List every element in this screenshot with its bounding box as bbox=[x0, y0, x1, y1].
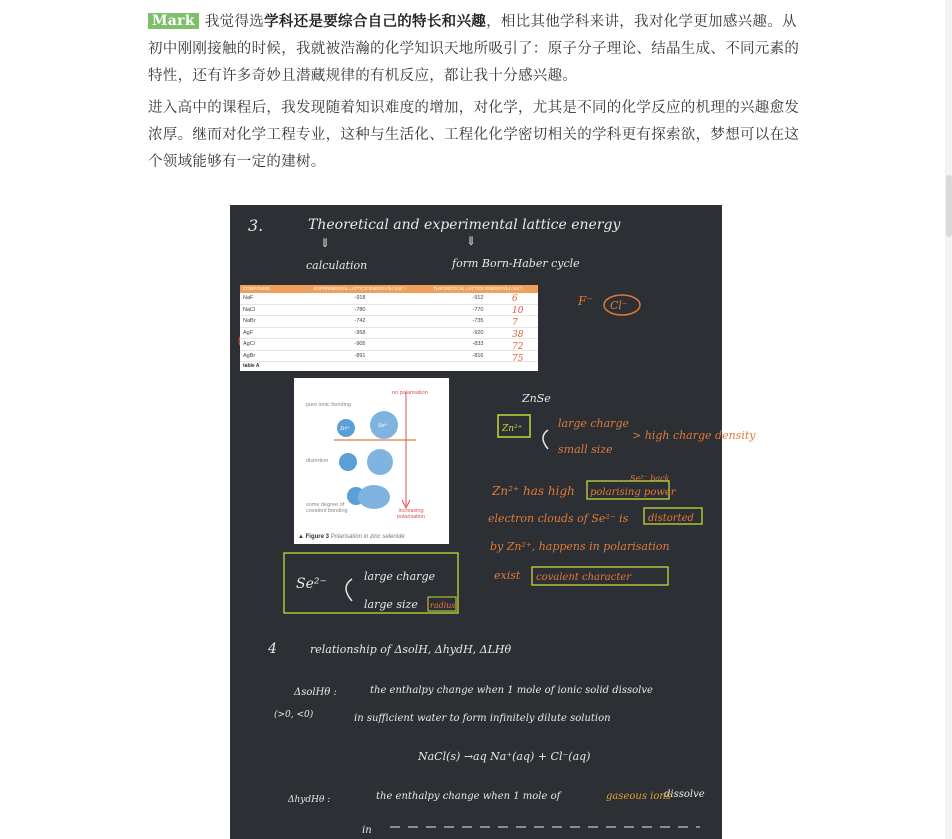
zn-has-high: Zn²⁺ has high bbox=[492, 484, 575, 498]
p1-text-b: ，相比其他学科来讲，我对化学更加感兴趣。从初中刚刚接触的时候，我就被浩瀚的化学知识天地所吸引了：原子分子理论、结晶生成、不同元素的特性，还有许多奇妙且潜藏规律的有机反应，都让我十分感兴趣。 bbox=[148, 14, 800, 84]
dsolh-sign: (>0, <0) bbox=[274, 710, 314, 720]
exist-label: exist bbox=[494, 569, 521, 582]
table-row: AgCl -905 -833 bbox=[240, 339, 538, 351]
polarising-power: polarising power bbox=[590, 487, 676, 498]
col-compound: COMPOUND bbox=[243, 286, 270, 291]
svg-text:⇓: ⇓ bbox=[466, 234, 477, 248]
handwritten-notes-image bbox=[230, 205, 756, 839]
se-ion-3 bbox=[358, 485, 390, 509]
table-row: NaCl -780 -770 bbox=[240, 305, 538, 317]
lattice-energy-table bbox=[240, 285, 538, 371]
equation: NaCl(s) →aq Na⁺(aq) + Cl⁻(aq) bbox=[418, 750, 591, 763]
paragraph-intro bbox=[148, 9, 808, 90]
gaseous-ions: gaseous ions bbox=[606, 791, 671, 802]
born-haber-label: form Born-Haber cycle bbox=[452, 257, 580, 270]
section3-title: Theoretical and experimental lattice energy bbox=[308, 217, 621, 233]
table-row: AgF -958 -920 bbox=[240, 328, 538, 340]
table-row: AgBr -891 -816 bbox=[240, 351, 538, 363]
svg-text:Zn²⁺: Zn²⁺ bbox=[340, 426, 351, 432]
dhydh-def-1: the enthalpy change when 1 mole of bbox=[376, 791, 561, 802]
se-ion-2 bbox=[367, 449, 393, 475]
table-row: NaF -918 -912 bbox=[240, 293, 538, 305]
high-charge-density: > high charge density bbox=[632, 429, 756, 442]
dsolh-def-2: in sufficient water to form infinitely dilute solution bbox=[354, 713, 611, 724]
paragraph-highschool: 进入高中的课程后，我发现随着知识难度的增加，对化学，尤其是不同的化学反应的机理的兴趣愈发浓厚。继而对化学工程专业，这种与生活化、工程化化学密切相关的学科更有探索欲，梦想可以在这个领域能够有一定的建树。 bbox=[148, 100, 800, 170]
in-label: in bbox=[362, 825, 372, 836]
label-increasing: increasing polarisation bbox=[396, 508, 426, 520]
scrollbar-thumb[interactable] bbox=[946, 175, 952, 237]
dsolh-def-1: the enthalpy change when 1 mole of ionic solid dissolve bbox=[370, 685, 653, 696]
znse-label: ZnSe bbox=[522, 392, 551, 405]
by-zn: by Zn²⁺, happens in polarisation bbox=[490, 540, 670, 553]
se-label: Se²⁻ bbox=[296, 576, 327, 592]
label-covalent: some degree of covalent bonding bbox=[306, 502, 348, 514]
chloride-label: Cl⁻ bbox=[610, 299, 628, 312]
col-theoretical: THEORETICAL LATTICE ENERGY/kJ mol⁻¹ bbox=[433, 286, 523, 291]
section4-title: relationship of ΔsolH, ΔhydH, ΔLHθ bbox=[310, 643, 512, 656]
dhydh-label: ΔhydHθ : bbox=[288, 795, 331, 805]
large-size: large size bbox=[364, 598, 418, 611]
section4-number: 4 bbox=[268, 641, 277, 657]
table-caption: table A bbox=[243, 363, 260, 369]
zn-box-label: Zn²⁺ bbox=[502, 424, 523, 434]
covalent-character: covalent character bbox=[536, 572, 632, 583]
svg-text:⇓: ⇓ bbox=[320, 236, 331, 250]
electron-clouds: electron clouds of Se²⁻ is bbox=[488, 512, 629, 525]
large-charge-2: large charge bbox=[364, 570, 435, 583]
col-experimental: EXPERIMENTAL LATTICE ENERGY/kJ mol⁻¹ bbox=[313, 286, 407, 291]
calc-label: calculation bbox=[306, 259, 368, 272]
label-no-polarisation: no polarisation bbox=[392, 390, 428, 396]
p1-text-a: 我觉得选 bbox=[204, 14, 265, 30]
distorted-label: distorted bbox=[648, 513, 694, 524]
large-charge-1: large charge bbox=[558, 417, 629, 430]
figure-caption: ▲ Figure 3 Polarisation in zinc selenide bbox=[298, 534, 405, 540]
small-size: small size bbox=[558, 443, 613, 456]
dsolh-label: ΔsolHθ : bbox=[294, 687, 337, 698]
p1-bold-text: 学科还是要综合自己的特长和兴趣 bbox=[264, 14, 487, 30]
polarisation-figure bbox=[294, 378, 449, 544]
mark-badge: Mark bbox=[148, 13, 199, 29]
fluoride-label: F⁻ bbox=[578, 294, 593, 308]
scrollbar-track[interactable] bbox=[945, 0, 952, 839]
svg-text:Se²⁻: Se²⁻ bbox=[378, 423, 389, 429]
label-pure-ionic: pure ionic bonding bbox=[306, 402, 351, 408]
radius-label: radius bbox=[430, 601, 456, 610]
se-back: Se²⁻ back bbox=[630, 474, 670, 483]
label-distortion: distortion bbox=[306, 458, 329, 464]
section3-number: 3. bbox=[248, 216, 264, 235]
dissolve-label: dissolve bbox=[664, 789, 705, 800]
difference-column: 6 10 7 38 72 75 bbox=[512, 294, 524, 364]
zn-ion-2 bbox=[339, 453, 357, 471]
table-row: NaBr -742 -735 bbox=[240, 316, 538, 328]
